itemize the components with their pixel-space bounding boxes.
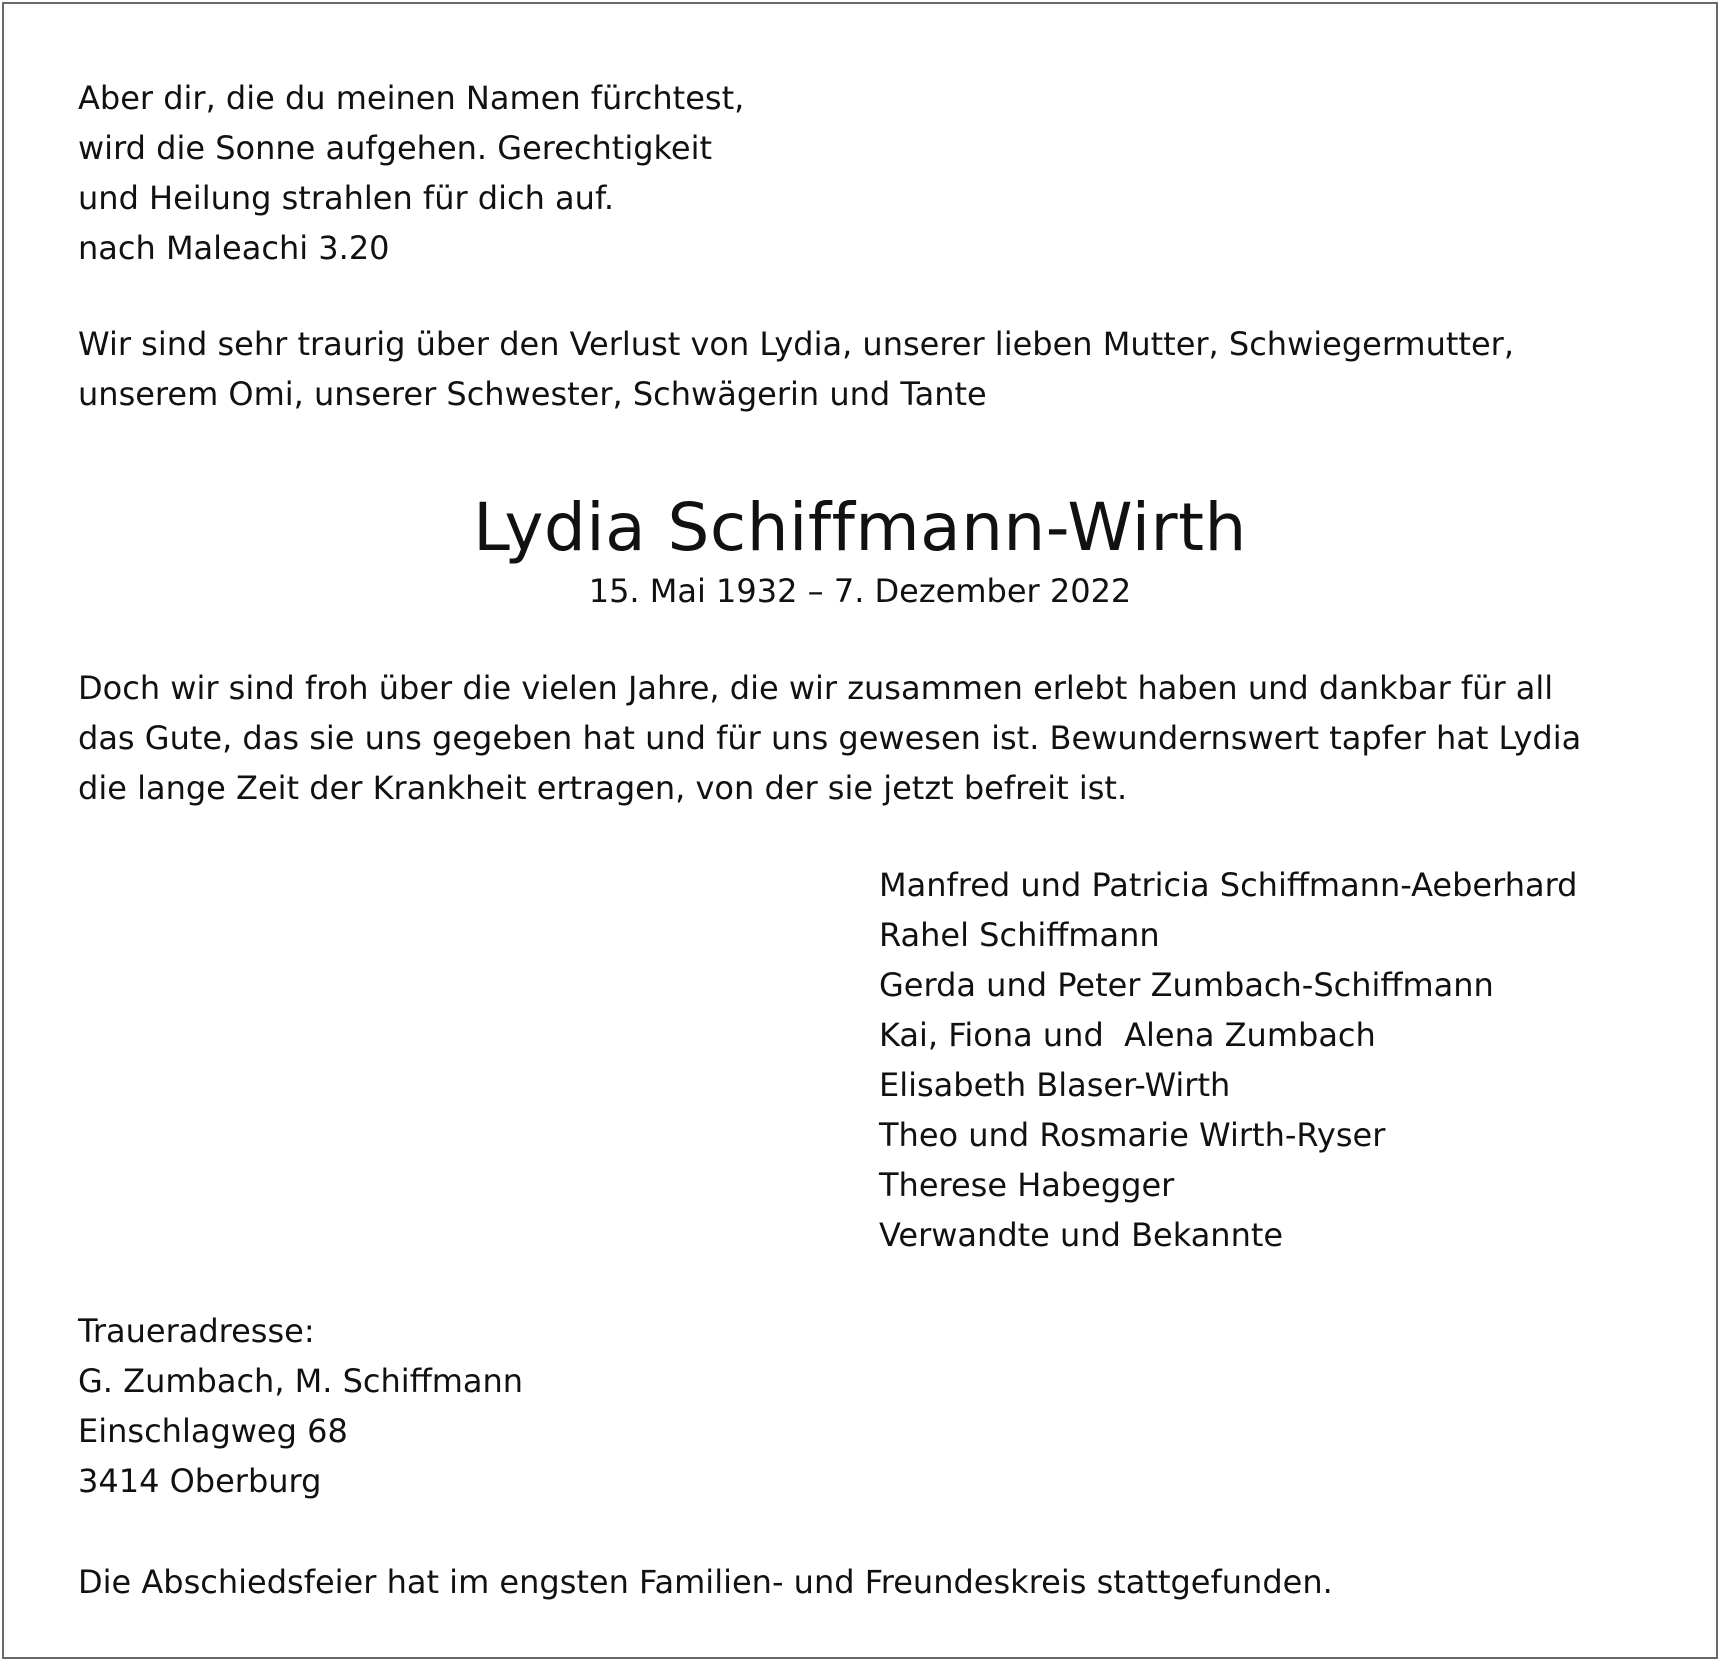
intro-line: Wir sind sehr traurig über den Verlust von Lydia, unserer lieben Mutter, Schwiegermutter, — [78, 325, 1514, 363]
mourning-address — [78, 1306, 523, 1506]
address-heading: Traueradresse: — [78, 1312, 315, 1350]
verse-reference: nach Maleachi 3.20 — [78, 229, 390, 267]
mourner-entry: Theo und Rosmarie Wirth-Ryser — [879, 1116, 1386, 1154]
mourner-entry: Elisabeth Blaser-Wirth — [879, 1066, 1231, 1104]
gratitude-paragraph — [78, 663, 1581, 813]
mourners-list — [879, 860, 1577, 1260]
mourner-entry: Verwandte und Bekannte — [879, 1216, 1284, 1254]
address-line: G. Zumbach, M. Schiffmann — [78, 1362, 524, 1400]
gratitude-line: das Gute, das sie uns gegeben hat und für uns gewesen ist. Bewundernswert tapfer hat Lydia — [78, 719, 1582, 757]
obituary-frame — [2, 2, 1718, 1659]
mourner-entry: Rahel Schiffmann — [879, 916, 1160, 954]
obituary-content — [4, 4, 1716, 1657]
gratitude-line: die lange Zeit der Krankheit ertragen, von der sie jetzt befreit ist. — [78, 769, 1128, 807]
intro-paragraph — [78, 319, 1514, 419]
verse-line: und Heilung strahlen für dich auf. — [78, 179, 615, 217]
bible-verse — [78, 73, 744, 273]
mourner-entry: Kai, Fiona und Alena Zumbach — [879, 1016, 1376, 1054]
gratitude-line: Doch wir sind froh über die vielen Jahre, die wir zusammen erlebt haben und dankbar für all — [78, 669, 1554, 707]
address-line: 3414 Oberburg — [78, 1462, 322, 1500]
mourner-entry: Gerda und Peter Zumbach-Schiffmann — [879, 966, 1494, 1004]
mourner-entry: Manfred und Patricia Schiffmann-Aeberhard — [879, 866, 1578, 904]
intro-line: unserem Omi, unserer Schwester, Schwägerin und Tante — [78, 375, 987, 413]
verse-line: wird die Sonne aufgehen. Gerechtigkeit — [78, 129, 713, 167]
address-line: Einschlagweg 68 — [78, 1412, 348, 1450]
deceased-name: Lydia Schiffmann-Wirth — [473, 489, 1247, 566]
closing-note: Die Abschiedsfeier hat im engsten Familien- und Freundeskreis stattgefunden. — [78, 1563, 1333, 1601]
verse-line: Aber dir, die du meinen Namen fürchtest, — [78, 79, 745, 117]
mourner-entry: Therese Habegger — [879, 1166, 1175, 1204]
life-dates: 15. Mai 1932 – 7. Dezember 2022 — [588, 572, 1132, 610]
